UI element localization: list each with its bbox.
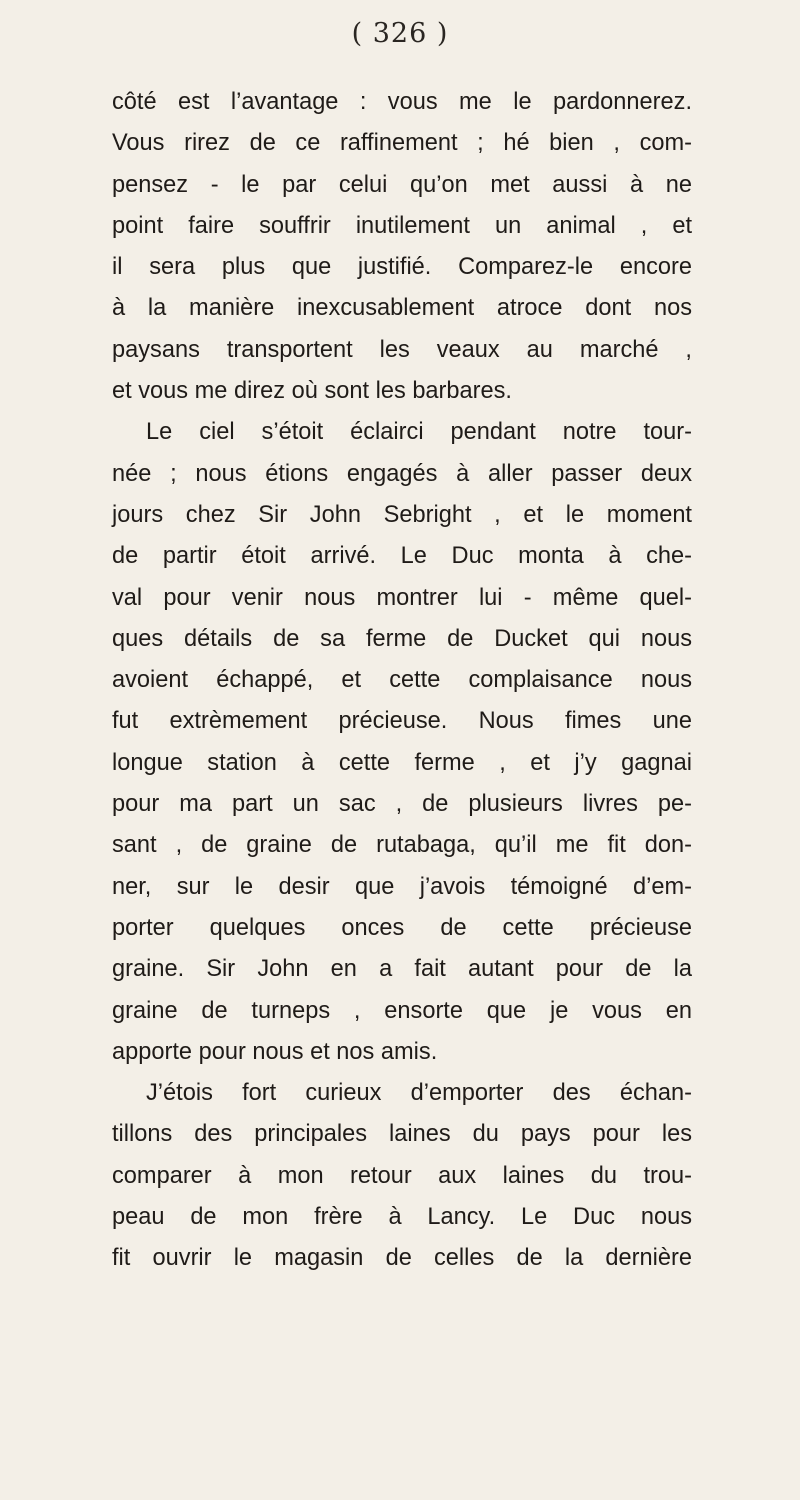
text-line: porter quelques onces de cette précieuse — [112, 914, 692, 941]
page-number: ( 326 ) — [351, 18, 449, 49]
text-line: pensez - le par celui qu’on met aussi à ne — [112, 171, 692, 198]
text-line: graine. Sir John en a fait autant pour de la — [112, 956, 692, 983]
paragraph-3 — [112, 1073, 692, 1279]
text-line: J’étois fort curieux d’emporter des échan- — [146, 1080, 692, 1107]
text-line: de partir étoit arrivé. Le Duc monta à che- — [112, 543, 692, 570]
text-line: côté est l’avantage : vous me le pardonnerez. — [112, 89, 692, 115]
text-line: paysans transportent les veaux au marché , — [112, 336, 692, 363]
text-line: sant , de graine de rutabaga, qu’il me fit don- — [112, 832, 692, 859]
text-line: jours chez Sir John Sebright , et le moment — [112, 501, 692, 528]
text-line: et vous me direz où sont les barbares. — [112, 378, 512, 405]
text-line: avoient échappé, et cette complaisance nous — [112, 667, 692, 694]
text-line: point faire souffrir inutilement un animal , et — [112, 212, 692, 239]
text-line: longue station à cette ferme , et j’y gagnai — [112, 749, 692, 776]
text-line: graine de turneps , ensorte que je vous en — [112, 997, 692, 1024]
text-line: à la manière inexcusablement atroce dont nos — [112, 295, 692, 322]
text-line: ner, sur le desir que j’avois témoigné d’em- — [112, 873, 692, 900]
text-line: tillons des principales laines du pays pour les — [112, 1121, 692, 1148]
text-line: comparer à mon retour aux laines du trou- — [112, 1162, 692, 1189]
text-line: née ; nous étions engagés à aller passer deux — [112, 460, 692, 487]
text-line: Le ciel s’étoit éclairci pendant notre tour- — [146, 419, 692, 446]
text-line: fit ouvrir le magasin de celles de la dernière — [112, 1245, 692, 1272]
text-line: val pour venir nous montrer lui - même quel- — [112, 584, 692, 611]
text-line: fut extrèmement précieuse. Nous fimes une — [112, 708, 692, 735]
text-line: apporte pour nous et nos amis. — [112, 1038, 438, 1065]
text-line: pour ma part un sac , de plusieurs livres pe- — [112, 791, 692, 818]
body-text — [112, 82, 692, 1280]
paragraph-2 — [112, 412, 692, 1073]
text-line: Vous rirez de ce raffinement ; hé bien , com- — [112, 130, 692, 157]
text-line: peau de mon frère à Lancy. Le Duc nous — [112, 1204, 692, 1231]
paragraph-1 — [112, 82, 692, 412]
text-line: il sera plus que justifié. Comparez-le encore — [112, 254, 692, 281]
text-line: ques détails de sa ferme de Ducket qui nous — [112, 625, 692, 652]
